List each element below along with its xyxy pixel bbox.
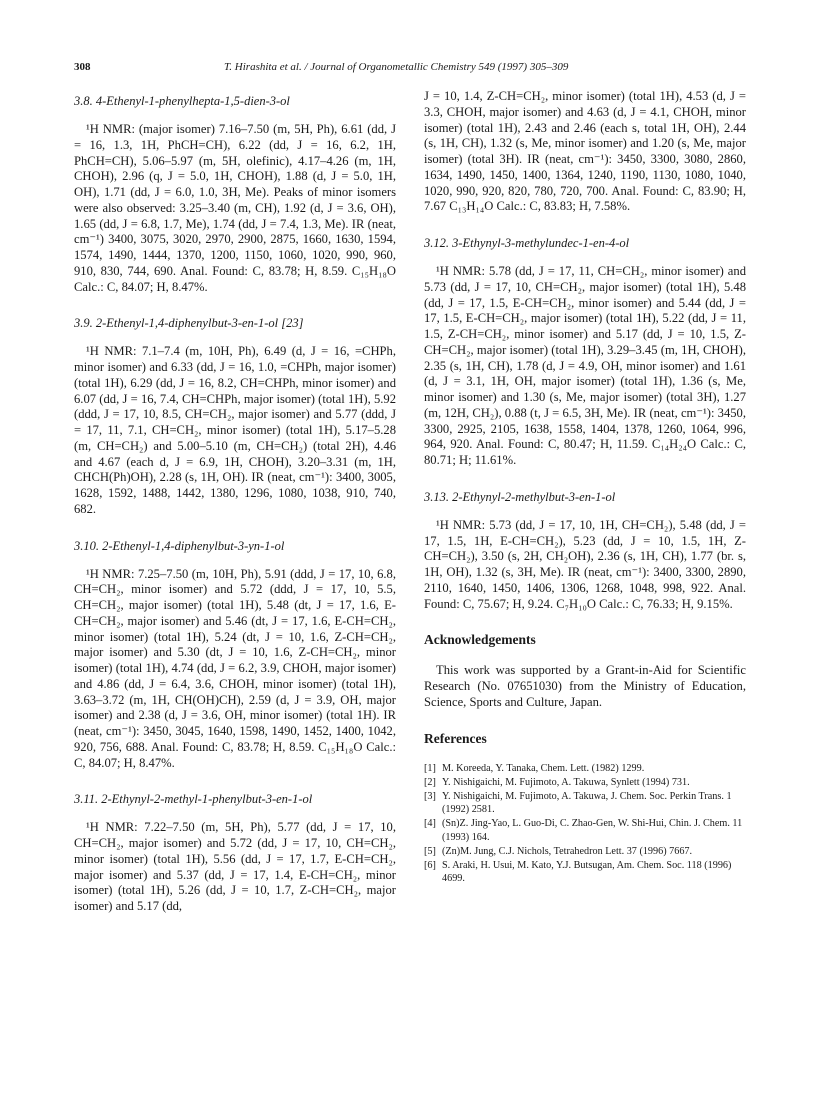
running-title: T. Hirashita et al. / Journal of Organometallic Chemistry 549 (1997) 305–309	[224, 61, 569, 73]
section-3-11-continuation: J = 10, 1.4, Z-CH=CH₂, minor isomer) (total 1H), 4.53 (d, J = 3.3, CHOH, major isomer) and 4.63 (d, J = 4.1, CHOH, minor isomer) (total 1H), 2.43 and 2.46 (each s, total 1H, OH), 2.44 (s, 1H, CH), 1.32 (s, Me, minor isomer) and 1.20 (s, Me, major isomer) (total 3H). IR (neat, cm⁻¹): 3450, 3300, 3080, 2860, 1634, 1490, 1450, 1400, 1364, 1240, 1190, 1130, 1080, 1040, 1020, 990, 920, 820, 780, 720, 700. Anal. Found: C, 83.90; H, 7.67 C₁₃H₁₄O Calc.: C, 83.83; H, 7.58%.	[424, 89, 746, 214]
section-3-8	[74, 93, 396, 295]
acknowledgements	[424, 632, 746, 710]
acknowledgements-heading: Acknowledgements	[424, 632, 536, 648]
reference-text: (Zn)M. Jung, C.J. Nichols, Tetrahedron Lett. 37 (1996) 7667.	[442, 845, 693, 857]
reference-number: [6]	[424, 859, 436, 871]
reference-text: (Sn)Z. Jing-Yao, L. Guo-Di, C. Zhao-Gen, W. Shi-Hui, Chin. J. Chem. 11 (1993) 164.	[442, 818, 743, 843]
section-body: ¹H NMR: 5.78 (dd, J = 17, 11, CH=CH₂, minor isomer) and 5.73 (dd, J = 17, 10, CH=CH₂, major isomer) (total 1H), 5.48 (dd, J = 17, 1.5, E-CH=CH₂, minor isomer) and 5.44 (dd, J = 17, 1.5, E-CH=CH₂, major isomer) (total 1H), 5.22 (dd, J = 11, 1.5, Z-CH=CH₂, minor isomer) and 5.17 (dd, J = 10, 1.5, Z-CH=CH₂, major isomer) (total 1H), 3.29–3.45 (m, 1H, CHOH), 2.35 (s, 1H, CH), 1.78 (d, J = 4.9, OH, minor isomer) and 1.61 (d, J = 3.1, 1H, OH, major isomer) (total 1H), 1.36 (s, Me, minor isomer) and 1.30 (s, Me, major isomer) (total 3H), 1.27 (m, 12H, CH₂), 0.88 (t, J = 6.5, 3H, Me). IR (neat, cm⁻¹): 3450, 3300, 2925, 2105, 1638, 1558, 1404, 1378, 1260, 1064, 996, 964, 920. Anal. Found: C, 80.47; H, 11.59. C₁₄H₂₄O Calc.: C, 80.71; H; 11.61%.	[424, 264, 746, 467]
right-column	[424, 89, 746, 886]
section-body: ¹H NMR: 7.1–7.4 (m, 10H, Ph), 6.49 (d, J = 16, =CHPh, minor isomer) and 6.33 (dd, J = 16, 1.0, =CHPh, major isomer) (total 1H), 6.29 (dd, J = 16, 8.2, CH=CHPh, minor isomer) and 6.07 (dd, J = 16, 7.4, CH=CHPh, major isomer) (total 1H), 5.92 (ddd, J = 17, 10, 8.5, CH=CH₂, major isomer) and 5.77 (ddd, J = 17, 11, 7.1, CH=CH₂, minor isomer) (total 1H), 5.17–5.28 (m, CH=CH₂) and 5.00–5.10 (m, CH=CH₂) (total 2H), 4.46 and 4.67 (each d, J = 6.9, 1H, CHOH), 3.20–3.31 (m, 1H, CHCH(Ph)OH), 2.28 (s, 1H, OH). IR (neat, cm⁻¹): 3400, 3005, 1628, 1592, 1488, 1442, 1380, 1296, 1080, 1038, 910, 740, 682.	[74, 344, 396, 516]
reference-item	[424, 845, 746, 858]
reference-item	[424, 817, 746, 843]
reference-number: [4]	[424, 818, 436, 830]
reference-number: [5]	[424, 845, 436, 857]
reference-item	[424, 790, 746, 816]
section-body: ¹H NMR: 7.22–7.50 (m, 5H, Ph), 5.77 (dd, J = 17, 10, CH=CH₂, major isomer) and 5.72 (dd, J = 17, 10, CH=CH₂, minor isomer) (total 1H), 5.56 (dd, J = 17, 1.7, E-CH=CH₂, major isomer) and 5.37 (dd, J = 17, 1.4, E-CH=CH₂, minor isomer) (total 1H), 5.26 (dd, J = 10, 1.7, Z-CH=CH₂, major isomer) and 5.17 (dd,	[74, 820, 396, 913]
page-header	[74, 61, 744, 77]
section-body: ¹H NMR: 7.25–7.50 (m, 10H, Ph), 5.91 (ddd, J = 17, 10, 6.8, CH=CH₂, minor isomer) and 5.72 (ddd, J = 17, 10, 5.5, CH=CH₂, major isomer) (total 1H), 5.48 (dt, J = 17, 1.6, E-CH=CH₂, major isomer) and 5.46 (dt, J = 17, 1.6, E-CH=CH₂, minor isomer) (total 1H), 5.24 (dt, J = 10, 1.6, Z-CH=CH₂, major isomer) and 5.30 (dt, J = 10, 1.6, Z-CH=CH₂, minor isomer) (total 1H), 4.74 (dd, J = 6.2, 3.9, CHOH, major isomer) and 4.86 (dd, J = 6.4, 3.6, CHOH, minor isomer) (total 1H), 3.63–3.72 (m, 1H, CH(OH)CH), 2.59 (d, J = 3.9, OH, major isomer) and 2.38 (d, J = 3.6, OH, minor isomer) (total 1H). IR (neat, cm⁻¹): 3450, 3045, 1640, 1598, 1490, 1452, 1400, 1042, 920, 756, 688. Anal. Found: C, 83.78; H, 8.59. C₁₅H₁₈O Calc.: C, 84.07; H, 8.47%.	[74, 566, 396, 770]
reference-number: [1]	[424, 762, 436, 774]
references	[424, 731, 746, 886]
reference-item	[424, 859, 746, 885]
page-number: 308	[74, 61, 91, 73]
reference-list	[424, 762, 746, 886]
reference-text: Y. Nishigaichi, M. Fujimoto, A. Takuwa, J. Chem. Soc. Perkin Trans. 1 (1992) 2581.	[442, 790, 732, 816]
section-3-10	[74, 538, 396, 772]
section-heading: 3.11. 2-Ethynyl-2-methyl-1-phenylbut-3-en-1-ol	[74, 792, 313, 807]
reference-text: M. Koreeda, Y. Tanaka, Chem. Lett. (1982) 1299.	[442, 762, 645, 774]
section-heading: 3.12. 3-Ethynyl-3-methylundec-1-en-4-ol	[424, 236, 630, 250]
section-heading: 3.8. 4-Ethenyl-1-phenylhepta-1,5-dien-3-ol	[74, 94, 290, 108]
section-body: ¹H NMR: 5.73 (dd, J = 17, 10, 1H, CH=CH₂), 5.48 (dd, J = 17, 1.5, 1H, E-CH=CH₂), 5.23 (dd, J = 10, 1.5, 1H, Z-CH=CH₂), 3.50 (s, 2H, CH₂OH), 2.36 (s, 1H, CH), 1.77 (br. s, 1H, OH), 1.32 (s, 3H, Me). IR (neat, cm⁻¹): 3400, 3300, 2890, 2110, 1640, 1450, 1406, 1306, 1268, 1048, 998, 922. Anal. Found: C, 75.67; H, 9.24. C₇H₁₀O Calc.: C, 76.33; H, 9.15%.	[424, 517, 746, 611]
reference-text: Y. Nishigaichi, M. Fujimoto, A. Takuwa, Synlett (1994) 731.	[442, 776, 690, 788]
reference-number: [3]	[424, 790, 436, 802]
reference-item	[424, 762, 746, 775]
section-body: ¹H NMR: (major isomer) 7.16–7.50 (m, 5H, Ph), 6.61 (dd, J = 16, 1.3, 1H, PhCH=CH), 6.22 (dd, J = 16, 6.2, 1H, PhCH=CH), 5.06–5.97 (m, 5H, olefinic), 4.17–4.26 (m, 1H, CHOH), 2.96 (q, J = 5.0, 1H, CHOH), 1.88 (d, J = 5.0, 1H, OH), 1.71 (dd, J = 6.0, 1.0, 3H, Me). Peaks of minor isomers were also observed: 3.25–3.40 (m, CH), 1.92 (d, J = 3.6, OH), 1.65 (dd, J = 6.8, 1.7, Me), 1.74 (dd, J = 7.4, 1.3, Me). IR (neat, cm⁻¹) 3400, 3075, 3020, 2970, 2900, 2875, 1660, 1630, 1594, 1574, 1490, 1444, 1370, 1200, 1150, 1060, 1020, 990, 960, 910, 830, 744, 690. Anal. Found: C, 83.78; H, 8.59. C₁₅H₁₈O Calc.: C, 84.07; H, 8.47%.	[74, 122, 396, 294]
section-3-12	[424, 235, 746, 469]
reference-number: [2]	[424, 776, 436, 788]
section-heading: 3.10. 2-Ethenyl-1,4-diphenylbut-3-yn-1-ol	[74, 538, 285, 553]
reference-item	[424, 776, 746, 789]
section-3-13	[424, 489, 746, 613]
left-column	[74, 93, 396, 915]
references-heading: References	[424, 730, 487, 746]
section-heading: 3.9. 2-Ethenyl-1,4-diphenylbut-3-en-1-ol [23]	[74, 316, 304, 331]
section-3-11	[74, 791, 396, 915]
reference-text: S. Araki, H. Usui, M. Kato, Y.J. Butsugan, Am. Chem. Soc. 118 (1996) 4699.	[442, 859, 732, 885]
section-3-9	[74, 315, 396, 517]
section-heading: 3.13. 2-Ethynyl-2-methylbut-3-en-1-ol	[424, 489, 616, 504]
acknowledgements-body: This work was supported by a Grant-in-Aid for Scientific Research (No. 07651030) from the Ministry of Education, Science, Sports and Culture, Japan.	[424, 663, 746, 709]
